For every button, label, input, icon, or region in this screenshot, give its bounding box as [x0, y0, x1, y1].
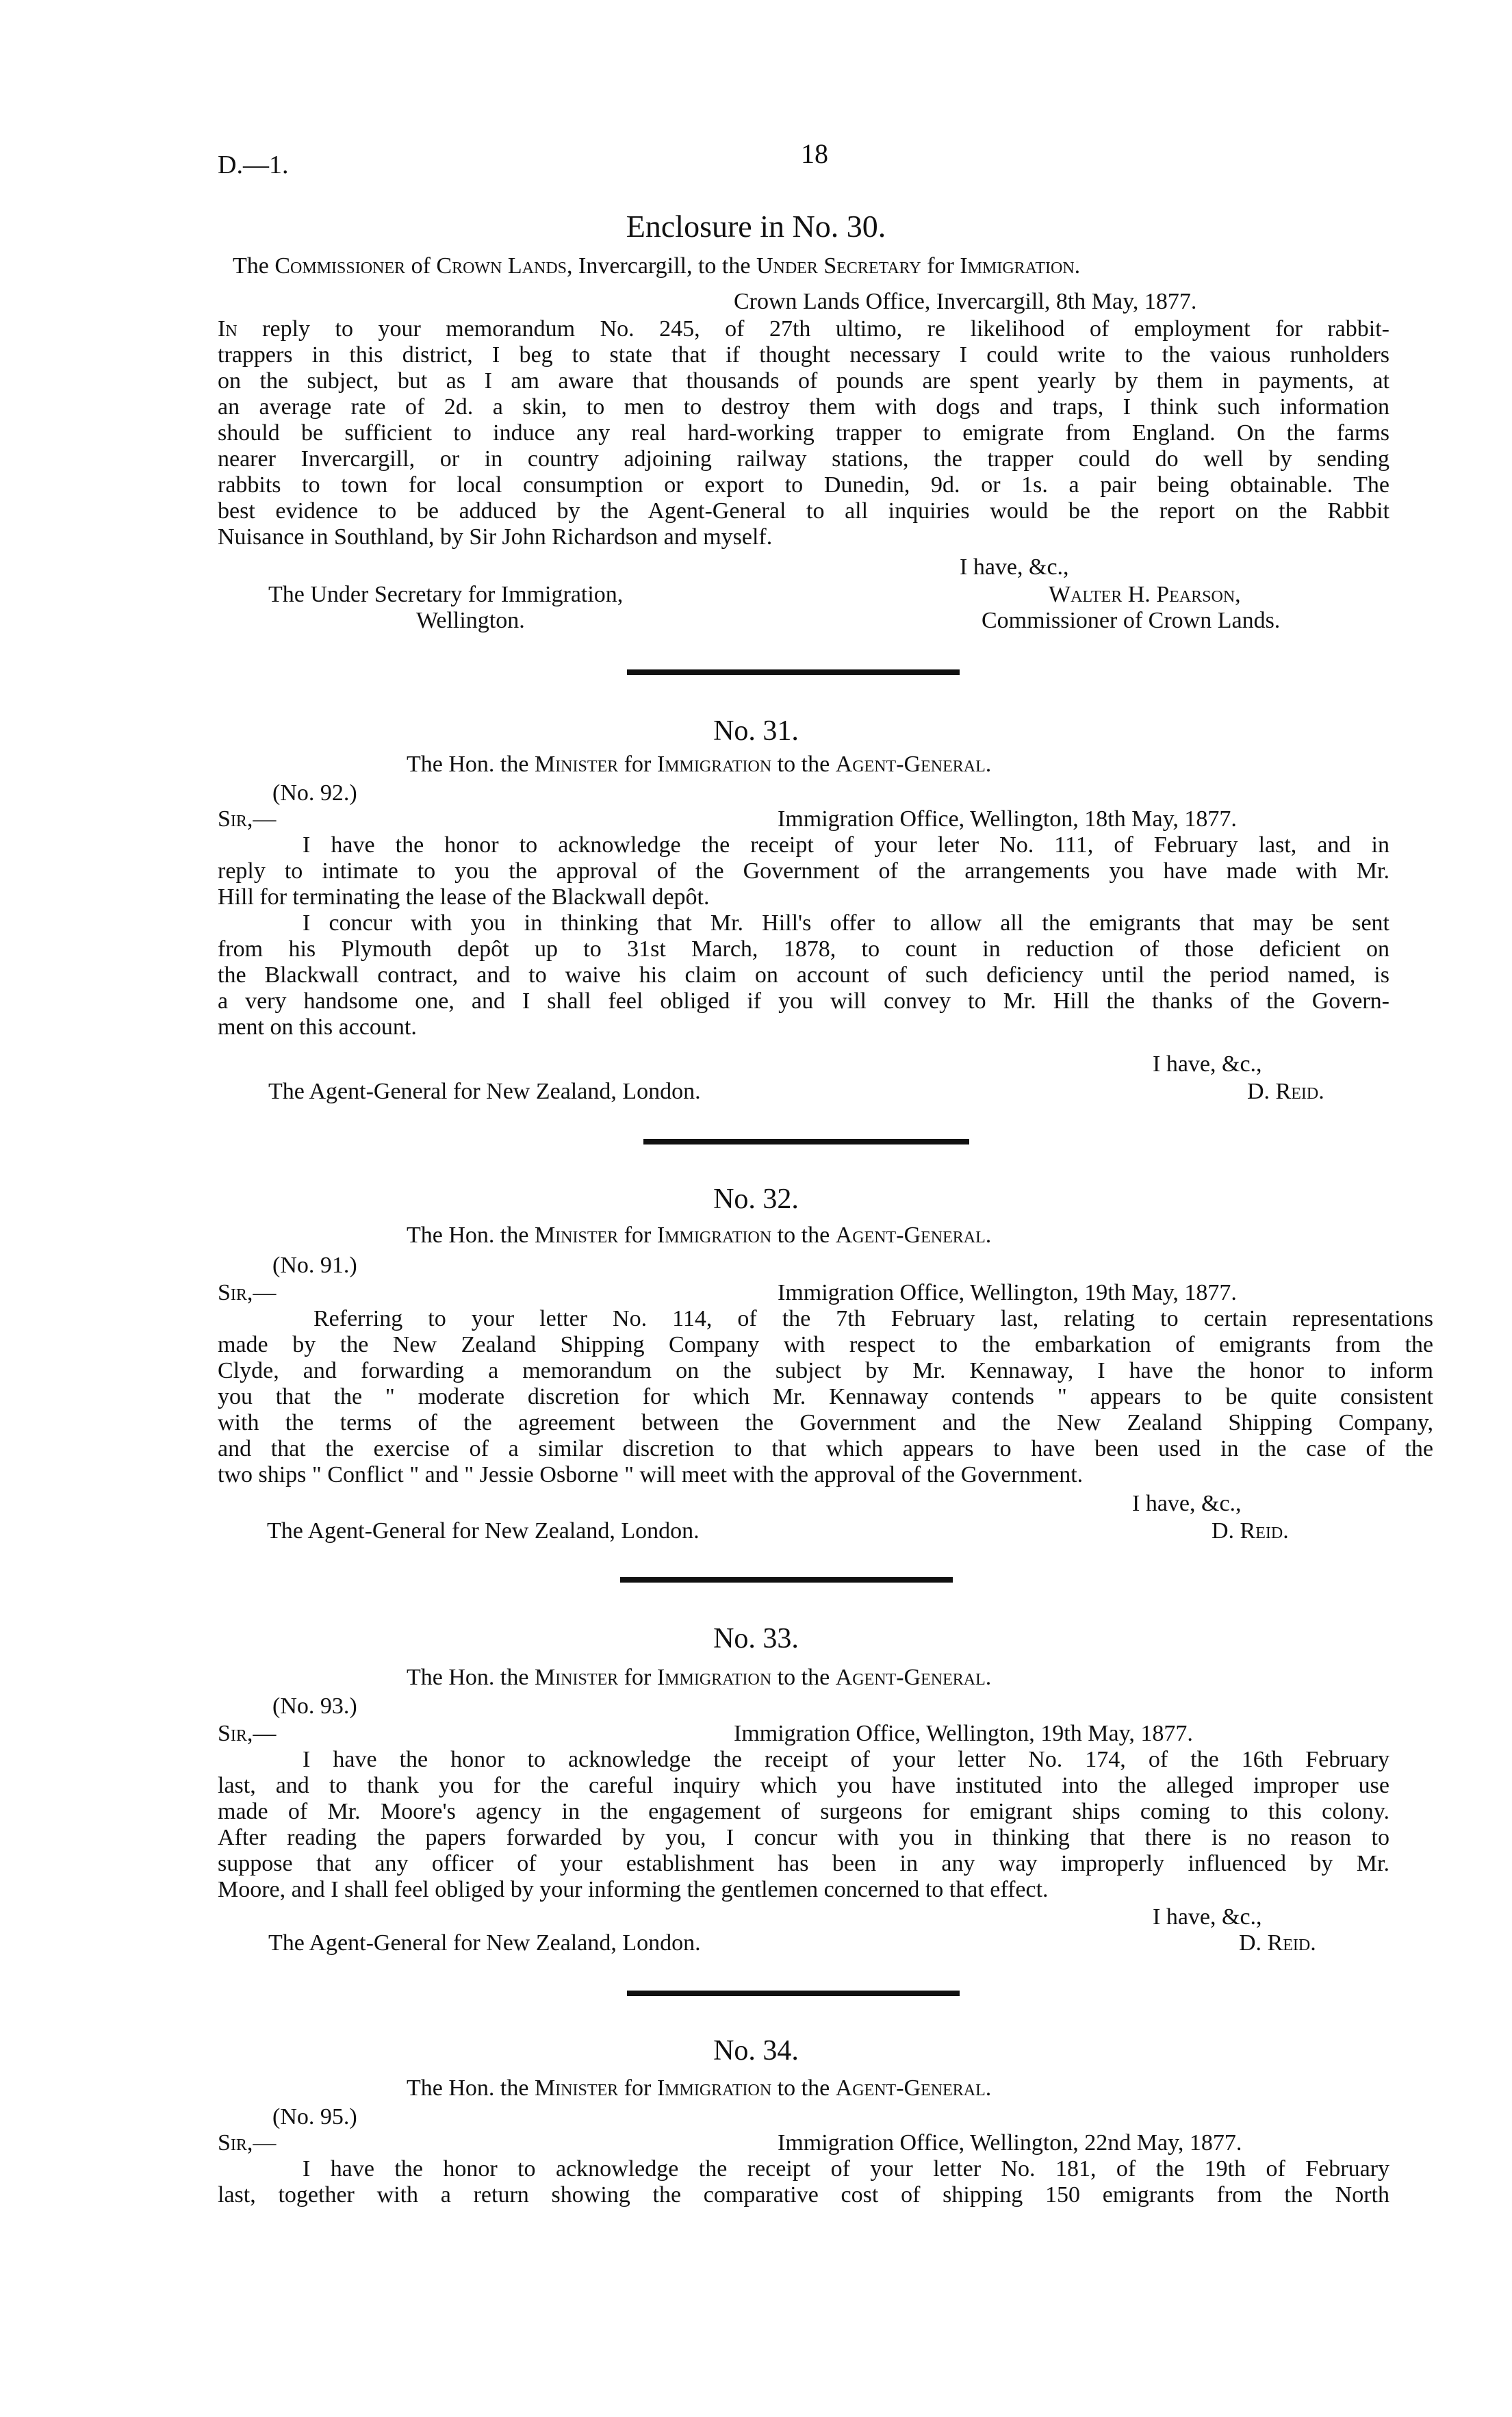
letter-signature: D. Reid. [1212, 1518, 1289, 1544]
section-divider [620, 1577, 953, 1583]
letter-salutation: Sir,— [218, 1721, 277, 1746]
letter-body [218, 2156, 1389, 2208]
page-number: 18 [801, 138, 828, 169]
body-line: nearer Invercargill, or in country adjoining railway stations, the trapper could do well by sending [218, 446, 1389, 472]
body-line: made by the New Zealand Shipping Company with respect to the embarkation of emigrants from the [218, 1332, 1433, 1357]
letter-addressee: The Agent-General for New Zealand, London. [267, 1518, 700, 1544]
body-line: I have the honor to acknowledge the receipt of your letter No. 174, of the 16th February [303, 1747, 1389, 1772]
letter-body [218, 1306, 1433, 1488]
body-line: with the terms of the agreement between the Government and the New Zealand Shipping Company, [218, 1410, 1433, 1435]
body-line: Hill for terminating the lease of the Blackwall depôt. [218, 884, 710, 910]
body-line: rabbits to town for local consumption or export to Dunedin, 9d. or 1s. a pair being obtainable. The [218, 472, 1389, 498]
letter-date: Immigration Office, Wellington, 19th May, 1877. [778, 1280, 1237, 1305]
body-line: In reply to your memorandum No. 245, of 27th ultimo, re likelihood of employment for rabbit- [218, 316, 1389, 342]
body-line: and that the exercise of a similar discretion to that which appears to have been used in the case of the [218, 1436, 1433, 1461]
enclosure-body [218, 316, 1389, 550]
letter-ref: (No. 95.) [272, 2104, 357, 2130]
letter-from-to: The Hon. the Minister for Immigration to the Agent-General. [407, 752, 992, 777]
body-line: Clyde, and forwarding a memorandum on the subject by Mr. Kennaway, I have the honor to inform [218, 1358, 1433, 1383]
body-line: ment on this account. [218, 1014, 417, 1040]
body-line: suppose that any officer of your establishment has been in any way improperly influenced by Mr. [218, 1851, 1389, 1876]
enclosure-from-to: The Commissioner of Crown Lands, Invercargill, to the Under Secretary for Immigration. [233, 253, 1081, 279]
body-line: made of Mr. Moore's agency in the engagement of surgeons for emigrant ships coming to this colony. [218, 1799, 1389, 1824]
letter-addressee: The Agent-General for New Zealand, London. [268, 1930, 701, 1956]
letter-ref: (No. 92.) [272, 780, 357, 806]
letter-salutation: Sir,— [218, 2130, 277, 2156]
letter-salutation: Sir,— [218, 1280, 277, 1305]
letter-from-to: The Hon. the Minister for Immigration to the Agent-General. [407, 1223, 992, 1248]
letter-date: Immigration Office, Wellington, 22nd May, 1877. [778, 2130, 1242, 2156]
enclosure-closing: I have, &c., [960, 554, 1069, 580]
letter-body [218, 1747, 1389, 1903]
letter-date: Immigration Office, Wellington, 18th May, 1877. [778, 806, 1237, 832]
letter-closing: I have, &c., [1153, 1051, 1262, 1077]
body-line: the Blackwall contract, and to waive his claim on account of such deficiency until the period named, is [218, 962, 1389, 988]
section-divider [643, 1139, 969, 1144]
body-line: I have the honor to acknowledge the receipt of your letter No. 181, of the 19th of February [303, 2156, 1389, 2182]
enclosure-addressee: The Under Secretary for Immigration, [268, 582, 624, 607]
document-code: D.—1. [218, 151, 289, 179]
section-divider [627, 1991, 960, 1996]
letter-salutation: Sir,— [218, 806, 277, 832]
letter-closing: I have, &c., [1153, 1904, 1262, 1930]
body-line: Nuisance in Southland, by Sir John Richardson and myself. [218, 524, 773, 550]
body-line: I concur with you in thinking that Mr. Hill's offer to allow all the emigrants that may be sent [303, 910, 1389, 936]
body-line: an average rate of 2d. a skin, to men to destroy them with dogs and traps, I think such information [218, 394, 1389, 420]
body-line: Referring to your letter No. 114, of the 7th February last, relating to certain representations [313, 1306, 1433, 1331]
letter-from-to: The Hon. the Minister for Immigration to the Agent-General. [407, 2075, 992, 2101]
letter-ref: (No. 91.) [272, 1253, 357, 1278]
letter-number: No. 33. [713, 1623, 799, 1654]
body-line: from his Plymouth depôt up to 31st March, 1878, to count in reduction of those deficient on [218, 936, 1389, 962]
letter-addressee: The Agent-General for New Zealand, London. [268, 1079, 701, 1104]
letter-from-to: The Hon. the Minister for Immigration to the Agent-General. [407, 1665, 992, 1690]
letter-date: Immigration Office, Wellington, 19th May, 1877. [734, 1721, 1193, 1746]
body-line: on the subject, but as I am aware that thousands of pounds are spent yearly by them in payments, at [218, 368, 1389, 394]
letter-signature: D. Reid. [1247, 1079, 1324, 1104]
letter-signature: D. Reid. [1239, 1930, 1316, 1956]
enclosure-signature-title: Commissioner of Crown Lands. [982, 608, 1281, 633]
body-line: After reading the papers forwarded by you, I concur with you in thinking that there is no reason to [218, 1825, 1389, 1850]
body-line: reply to intimate to you the approval of the Government of the arrangements you have made with Mr. [218, 858, 1389, 884]
body-line: I have the honor to acknowledge the receipt of your leter No. 111, of February last, and in [303, 832, 1389, 858]
body-line: two ships " Conflict " and " Jessie Osborne " will meet with the approval of the Government. [218, 1462, 1084, 1487]
body-line: last, and to thank you for the careful inquiry which you have instituted into the alleged improper use [218, 1773, 1389, 1798]
letter-closing: I have, &c., [1132, 1491, 1242, 1516]
body-line: a very handsome one, and I shall feel obliged if you will convey to Mr. Hill the thanks of the Govern- [218, 988, 1389, 1014]
letter-ref: (No. 93.) [272, 1693, 357, 1719]
body-line: you that the " moderate discretion for which Mr. Kennaway contends " appears to be quite consistent [218, 1384, 1433, 1409]
body-line: Moore, and I shall feel obliged by your informing the gentlemen concerned to that effect. [218, 1877, 1049, 1902]
section-divider [627, 669, 960, 675]
letter-number: No. 31. [713, 715, 799, 747]
body-line: should be sufficient to induce any real hard-working trapper to emigrate from England. On the farms [218, 420, 1389, 446]
body-line: last, together with a return showing the comparative cost of shipping 150 emigrants from the North [218, 2182, 1389, 2208]
enclosure-heading: Enclosure in No. 30. [626, 209, 886, 244]
letter-number: No. 34. [713, 2035, 799, 2067]
body-line: trappers in this district, I beg to state that if thought necessary I could write to the vaious runholders [218, 342, 1389, 368]
letter-body [218, 832, 1389, 1040]
enclosure-date: Crown Lands Office, Invercargill, 8th May, 1877. [734, 289, 1197, 314]
enclosure-signature: Walter H. Pearson, [1049, 582, 1241, 607]
enclosure-addressee-city: Wellington. [416, 608, 525, 633]
letter-number: No. 32. [713, 1184, 799, 1215]
body-line: best evidence to be adduced by the Agent-General to all inquiries would be the report on the Rabbit [218, 498, 1389, 524]
